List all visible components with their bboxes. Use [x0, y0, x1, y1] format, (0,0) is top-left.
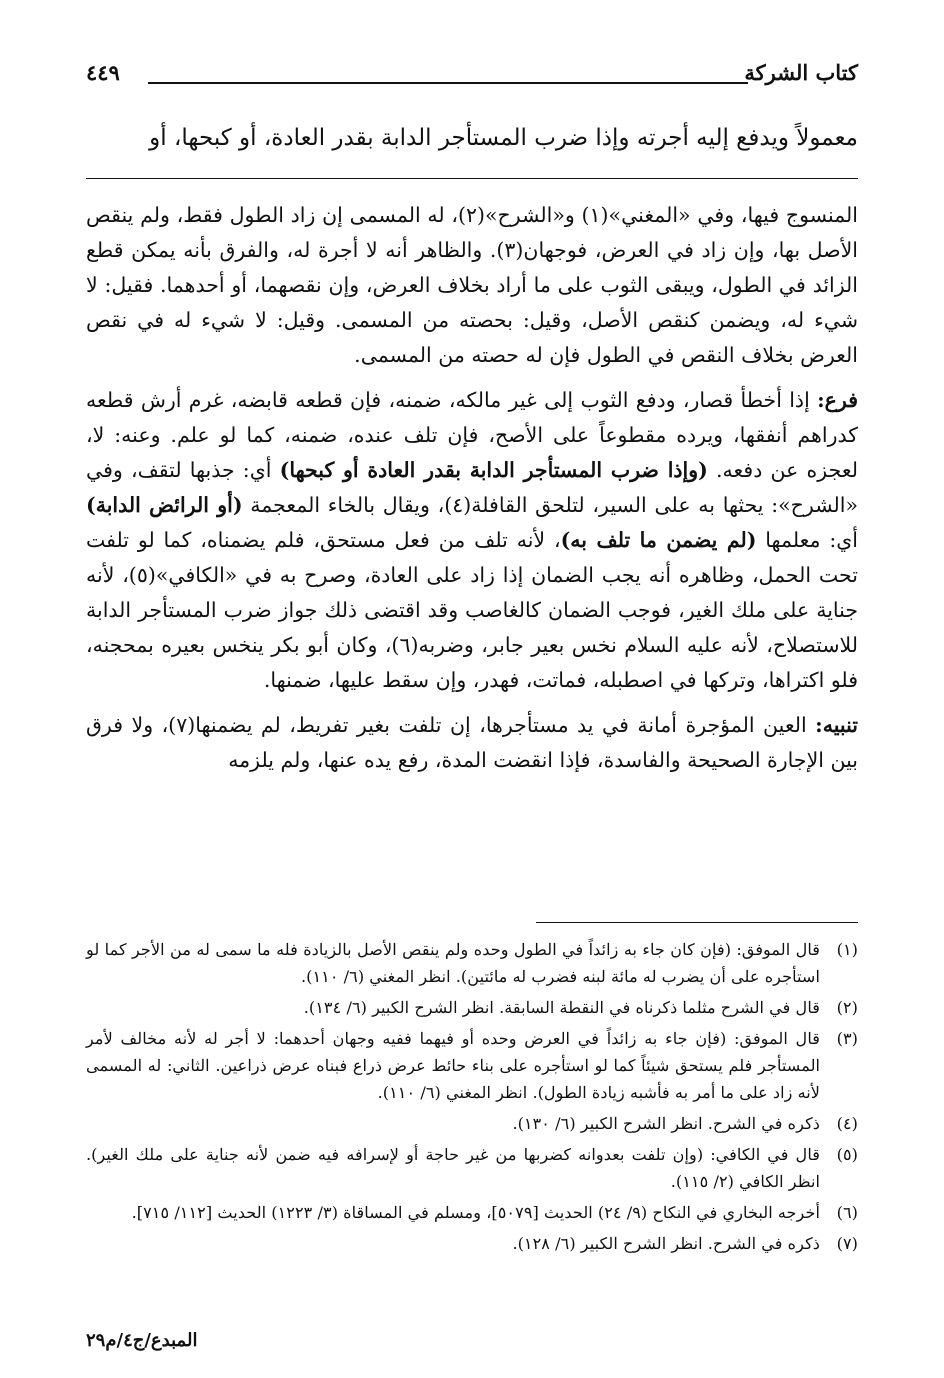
text-run: أي: معلمها	[756, 528, 859, 552]
text-run: إذا أخطأ قصار، ودفع الثوب إلى غير مالكه، ضمنه، فإن قطعه قابضه، غرم أرش قطعه كدراهم أنفقها، ويرده مقطوعاً على الأصح، فإن تلف عنده، ضمنه، كما لو علم. وعنه: لا، لعجزه عن دفعه.	[86, 388, 858, 482]
footnote-number: (٣)	[836, 1029, 858, 1048]
footnote-text: أخرجه البخاري في النكاح (٩/ ٢٤) الحديث [٥٠٧٩]، ومسلم في المساقاة (٣/ ١٢٢٣) الحديث [١١٢/ ٧١٥].	[131, 1203, 820, 1222]
footnote	[86, 1141, 858, 1195]
matn-separator-rule	[86, 178, 858, 179]
footnote-separator-rule	[536, 922, 858, 923]
footnotes	[86, 936, 858, 1261]
footnote	[86, 1230, 858, 1257]
footnote-text: ذكره في الشرح. انظر الشرح الكبير (٦/ ١٢٨).	[512, 1234, 820, 1253]
paragraph	[86, 383, 858, 698]
text-run: ، لأنه تلف من فعل مستحق، فلم يضمناه، كما لو تلفت تحت الحمل، وظاهره أنه يجب الضمان إذا زاد على العادة، وصرح به في «الكافي»(٥)، لأنه جناية على ملك الغير، فوجب الضمان كالغاصب وقد اقتضى ذلك جواز ضرب المستأجر الدابة للاستصلاح، لأنه عليه السلام نخس بعير جابر، وضربه(٦)، وكان أبو بكر ينخس بعيره بمحجنه، فلو اكتراها، وتركها في اصطبله، فماتت، فهدر، وإن سقط عليها، ضمنها.	[86, 528, 858, 692]
bold-text-run: (وإذا ضرب المستأجر الدابة بقدر العادة أو كبحها)	[279, 458, 708, 482]
page-number: ٤٤٩	[86, 60, 120, 85]
text-run: العين المؤجرة أمانة في يد مستأجرها، إن تلفت بغير تفريط، لم يضمنها(٧)، ولا فرق بين الإجارة الصحيحة والفاسدة، فإذا انقضت المدة، رفع يده عنها، ولم يلزمه	[86, 713, 858, 772]
bold-text-run: (أو الرائض الدابة)	[86, 493, 243, 517]
bold-text-run: تنبيه:	[815, 713, 858, 737]
footnote-number: (٥)	[836, 1145, 858, 1164]
footnote	[86, 936, 858, 990]
footnote-text: قال في الكافي: (وإن تلفت بعدوانه كضربها من غير حاجة أو لإسرافه فيه ضمن لأنه جناية على ملك الغير). انظر الكافي (٢/ ١١٥).	[86, 1145, 820, 1191]
footnote-text: قال الموفق: (فإن جاء به زائداً في العرض وحده أو فيهما ففيه وجهان أحدهما: لا أجر له لأنه مخالف لأمر المستأجر فلم يستحق شيئاً كما لو استأجره على بناء حائط عرض ذراع فبناه عرض ذراعين. الثاني: له المسمى لأنه زاد على ما أمر به فأشبه زيادة الطول). انظر المغني (٦/ ١١٠).	[86, 1029, 820, 1102]
commentary-body	[86, 198, 858, 788]
footnote-number: (١)	[836, 940, 858, 959]
footnote	[86, 1025, 858, 1106]
footnote-number: (٤)	[836, 1114, 858, 1133]
footnote	[86, 1199, 858, 1226]
header-rule	[148, 82, 748, 84]
matn-quote: معمولاً ويدفع إليه أجرته وإذا ضرب المستأجر الدابة بقدر العادة، أو كبحها، أو	[149, 125, 858, 151]
footnote-number: (٦)	[836, 1203, 858, 1222]
paragraph	[86, 198, 858, 373]
volume-signature: المبدع/ج٤/م٢٩	[86, 1330, 198, 1351]
bold-text-run: فرع:	[817, 388, 858, 412]
footnote-text: قال الموفق: (فإن كان جاء به زائداً في الطول وحده ولم ينقص الأصل بالزيادة فله ما سمى له من الأجر كما لو استأجره على أن يضرب له مائة لبنه فضرب له مائتين). انظر المغني (٦/ ١١٠).	[86, 940, 820, 986]
footnote-text: ذكره في الشرح. انظر الشرح الكبير (٦/ ١٣٠).	[512, 1114, 820, 1133]
footnote	[86, 1110, 858, 1137]
footnote-number: (٧)	[836, 1234, 858, 1253]
running-header	[86, 58, 858, 92]
book-title: كتاب الشركة	[744, 60, 858, 85]
paragraph	[86, 708, 858, 778]
footnote-number: (٢)	[836, 998, 858, 1017]
footnote	[86, 994, 858, 1021]
bold-text-run: (لم يضمن ما تلف به)	[560, 528, 757, 552]
footnote-text: قال في الشرح مثلما ذكرناه في النقطة السابقة. انظر الشرح الكبير (٦/ ١٣٤).	[303, 998, 820, 1017]
text-run: أي: جذبها لتقف، وفي «الشرح»: يحثها به على السير، لتلحق القافلة(٤)، ويقال بالخاء المعجمة	[86, 458, 859, 517]
text-run: المنسوج فيها، وفي «المغني»(١) و«الشرح»(٢)، له المسمى إن زاد الطول فقط، ولم ينقص الأصل بها، وإن زاد في العرض، فوجهان(٣). والظاهر أنه لا أجرة له، والفرق بأنه يمكن قطع الزائد في الطول، ويبقى الثوب على ما أراد بخلاف العرض، وإن نقصهما، أو أحدهما. فقيل: لا شيء له، ويضمن كنقص الأصل، وقيل: بحصته من المسمى. وقيل: لا شيء له في نقص العرض بخلاف النقص في الطول فإن له حصته من المسمى.	[86, 203, 858, 367]
